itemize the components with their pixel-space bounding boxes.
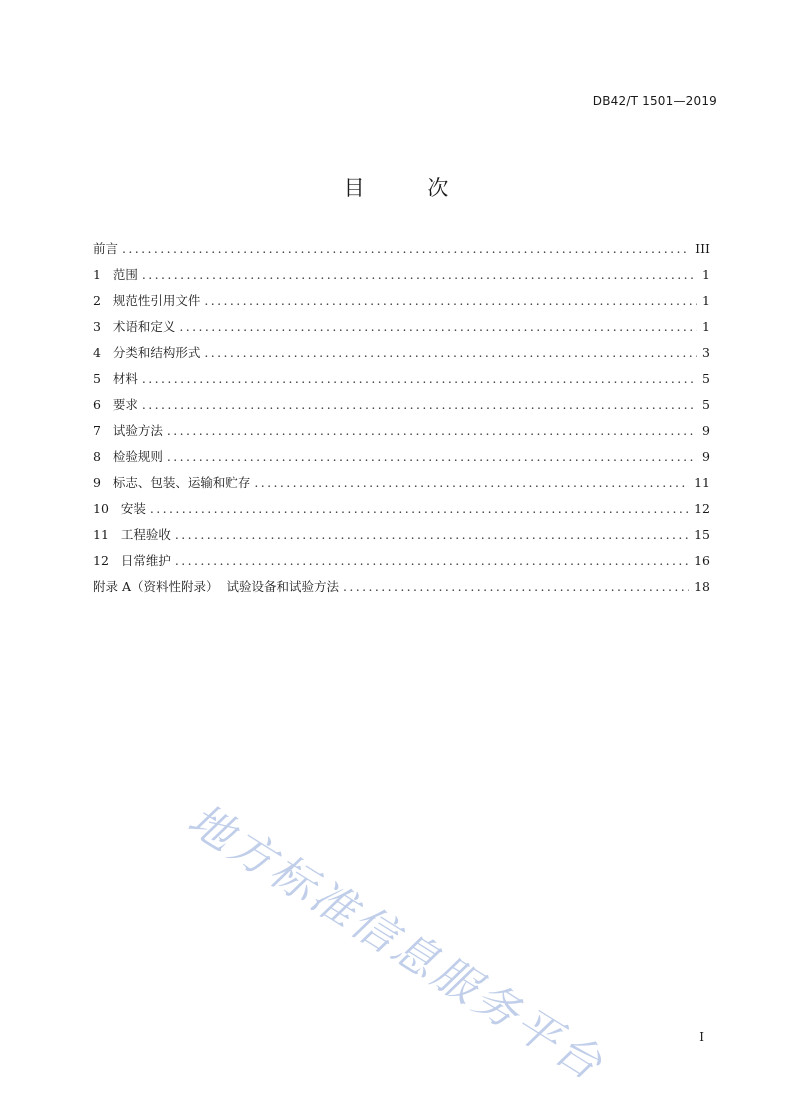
toc-entry[interactable] bbox=[93, 314, 710, 340]
toc-entry-label: 标志、包装、运输和贮存 bbox=[112, 475, 251, 490]
toc-entry-page: 12 bbox=[694, 501, 710, 516]
page-number: I bbox=[699, 1030, 704, 1044]
toc-entry[interactable] bbox=[93, 288, 710, 314]
toc-entry[interactable] bbox=[93, 470, 710, 496]
toc-entry[interactable] bbox=[93, 444, 710, 470]
toc-leader-dots bbox=[142, 262, 697, 288]
toc-entry-number: 7 bbox=[93, 423, 101, 438]
toc-entry-number: 9 bbox=[93, 475, 101, 490]
toc-entry-page: 1 bbox=[702, 293, 710, 308]
toc-entry-number: 8 bbox=[93, 449, 101, 464]
toc-entry-number: 2 bbox=[93, 293, 101, 308]
toc-entry-label: 试验方法 bbox=[112, 423, 163, 438]
toc-entry-page: 15 bbox=[694, 527, 710, 542]
toc-entry-number: 4 bbox=[93, 345, 101, 360]
toc-leader-dots bbox=[204, 340, 697, 366]
toc-entry-page: 5 bbox=[702, 371, 710, 386]
toc-entry-page: 9 bbox=[702, 423, 710, 438]
toc-entry-label: 日常维护 bbox=[120, 553, 171, 568]
toc-entry-label: 检验规则 bbox=[112, 449, 163, 464]
toc-leader-dots bbox=[175, 548, 689, 574]
toc-entry[interactable] bbox=[93, 392, 710, 418]
toc-entry[interactable] bbox=[93, 366, 710, 392]
toc-entry-page: 1 bbox=[702, 319, 710, 334]
toc-entry-number: 5 bbox=[93, 371, 101, 386]
toc-entry-label: 工程验收 bbox=[120, 527, 171, 542]
toc-leader-dots bbox=[204, 288, 697, 314]
toc-entry[interactable] bbox=[93, 340, 710, 366]
toc-title: 目 次 bbox=[343, 176, 477, 200]
toc-entry-label: 要求 bbox=[112, 397, 138, 412]
toc-entry[interactable] bbox=[93, 262, 710, 288]
toc-entry-number: 3 bbox=[93, 319, 101, 334]
toc-entry-page: 1 bbox=[702, 267, 710, 282]
toc-entry-number: 10 bbox=[93, 501, 109, 516]
toc-entry-label: 范围 bbox=[112, 267, 138, 282]
toc-leader-dots bbox=[142, 392, 697, 418]
toc-entry-number: 6 bbox=[93, 397, 101, 412]
toc-leader-dots bbox=[142, 366, 697, 392]
toc-entry-number: 11 bbox=[93, 527, 109, 542]
toc-entry[interactable] bbox=[93, 496, 710, 522]
toc-entry-page: 9 bbox=[702, 449, 710, 464]
toc-entry-number: 12 bbox=[93, 553, 109, 568]
toc-leader-dots bbox=[179, 314, 697, 340]
toc-entry-page: 16 bbox=[694, 553, 710, 568]
toc-entry-page: 18 bbox=[694, 579, 710, 594]
toc-entry[interactable] bbox=[93, 236, 710, 262]
document-code: DB42/T 1501—2019 bbox=[592, 94, 717, 108]
toc-entry[interactable] bbox=[93, 548, 710, 574]
toc-entry-label: 分类和结构形式 bbox=[112, 345, 201, 360]
toc-entry-page: 3 bbox=[702, 345, 710, 360]
toc-entry-label: 前言 bbox=[93, 241, 119, 256]
toc-entry-label: 安装 bbox=[120, 501, 146, 516]
toc-leader-dots bbox=[254, 470, 689, 496]
toc-entry-label: 附录 A（资料性附录） 试验设备和试验方法 bbox=[93, 579, 339, 594]
toc-entry-label: 材料 bbox=[112, 371, 138, 386]
toc-leader-dots bbox=[175, 522, 689, 548]
toc-entry-label: 规范性引用文件 bbox=[112, 293, 201, 308]
watermark: 地方标准信息服务平台 bbox=[179, 794, 614, 1092]
toc-entry[interactable] bbox=[93, 522, 710, 548]
toc-leader-dots bbox=[343, 574, 689, 600]
toc-entry[interactable] bbox=[93, 574, 710, 600]
toc-leader-dots bbox=[167, 418, 697, 444]
toc-entry-page: 5 bbox=[702, 397, 710, 412]
toc-entry-page: III bbox=[695, 241, 710, 256]
toc-entry-label: 术语和定义 bbox=[112, 319, 176, 334]
toc-leader-dots bbox=[167, 444, 697, 470]
toc-leader-dots bbox=[150, 496, 689, 522]
table-of-contents bbox=[93, 236, 710, 600]
toc-entry-page: 11 bbox=[694, 475, 710, 490]
toc-entry[interactable] bbox=[93, 418, 710, 444]
toc-leader-dots bbox=[122, 236, 690, 262]
toc-entry-number: 1 bbox=[93, 267, 101, 282]
